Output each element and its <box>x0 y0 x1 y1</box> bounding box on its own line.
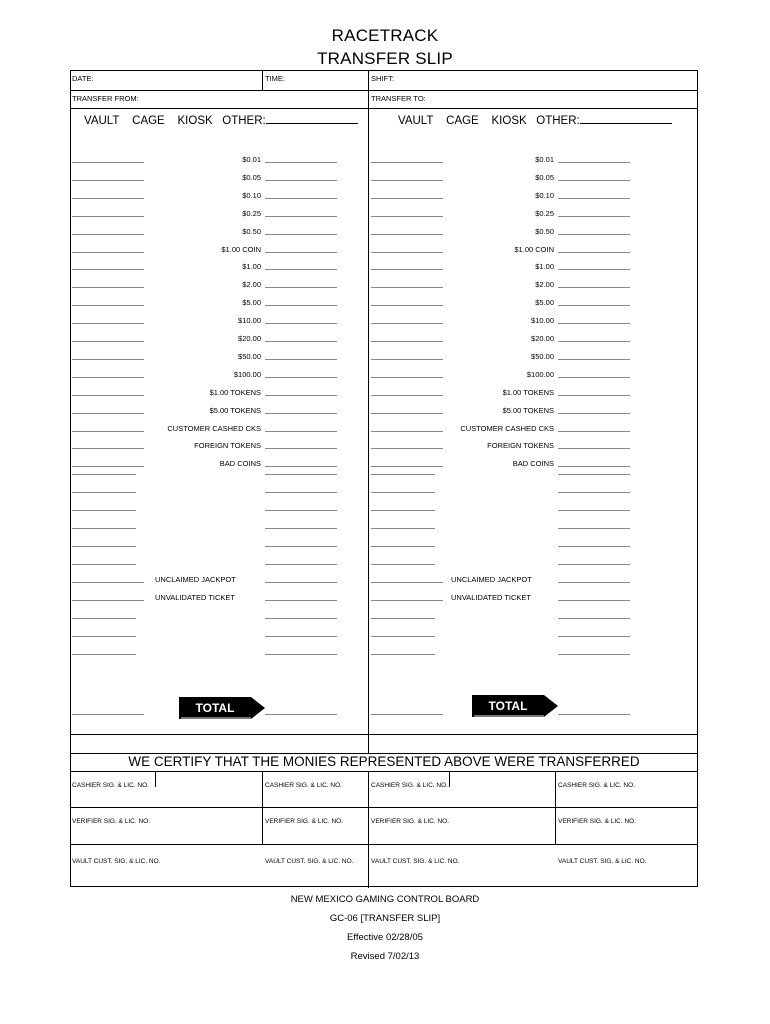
amount-blank[interactable] <box>558 341 630 342</box>
total-count-blank[interactable] <box>72 714 144 715</box>
count-blank[interactable] <box>371 359 443 360</box>
count-blank[interactable] <box>72 582 144 583</box>
amount-blank[interactable] <box>265 269 337 270</box>
count-blank[interactable] <box>72 323 144 324</box>
footer-revised: Revised 7/02/13 <box>350 951 420 962</box>
denomination-label: $5.00 <box>242 298 261 307</box>
denomination-label: $50.00 <box>238 352 261 361</box>
count-blank[interactable] <box>72 431 144 432</box>
count-blank[interactable] <box>72 654 136 655</box>
amount-blank[interactable] <box>265 413 337 414</box>
amount-blank[interactable] <box>558 305 630 306</box>
divider <box>70 844 698 845</box>
amount-blank[interactable] <box>265 636 337 637</box>
unclaimed-jackpot-label: UNCLAIMED JACKPOT <box>451 575 532 584</box>
denomination-label: $100.00 <box>233 370 261 379</box>
amount-blank[interactable] <box>265 564 337 565</box>
denomination-label: $5.00 <box>535 298 554 307</box>
count-blank[interactable] <box>72 180 144 181</box>
vault-cust-sig-field[interactable]: VAULT CUST. SIG. & LIC. NO. <box>72 858 161 865</box>
denomination-label: $20.00 <box>238 334 261 343</box>
amount-blank[interactable] <box>558 448 630 449</box>
amount-blank[interactable] <box>265 216 337 217</box>
count-blank[interactable] <box>371 600 443 601</box>
amount-blank[interactable] <box>558 269 630 270</box>
count-blank[interactable] <box>371 474 435 475</box>
count-blank[interactable] <box>371 636 435 637</box>
count-blank[interactable] <box>371 618 435 619</box>
count-blank[interactable] <box>72 341 144 342</box>
amount-blank[interactable] <box>265 492 337 493</box>
count-blank[interactable] <box>371 654 435 655</box>
shift-field[interactable]: SHIFT: <box>371 74 394 83</box>
denomination-label: $20.00 <box>531 334 554 343</box>
denomination-label: CUSTOMER CASHED CKS <box>460 424 554 433</box>
denomination-label: $0.25 <box>242 209 261 218</box>
count-blank[interactable] <box>72 510 136 511</box>
count-blank[interactable] <box>72 287 144 288</box>
denomination-label: $1.00 COIN <box>514 245 554 254</box>
count-blank[interactable] <box>371 413 443 414</box>
amount-blank[interactable] <box>265 234 337 235</box>
count-blank[interactable] <box>371 448 443 449</box>
amount-blank[interactable] <box>558 618 630 619</box>
amount-blank[interactable] <box>558 180 630 181</box>
count-blank[interactable] <box>72 216 144 217</box>
amount-blank[interactable] <box>558 528 630 529</box>
amount-blank[interactable] <box>558 377 630 378</box>
divider <box>262 771 263 844</box>
count-blank[interactable] <box>72 198 144 199</box>
count-blank[interactable] <box>72 564 136 565</box>
denomination-label: $10.00 <box>531 316 554 325</box>
count-blank[interactable] <box>72 269 144 270</box>
amount-blank[interactable] <box>265 448 337 449</box>
amount-blank[interactable] <box>265 546 337 547</box>
total-arrow-right <box>472 695 558 717</box>
denomination-label: FOREIGN TOKENS <box>194 441 261 450</box>
option-other[interactable]: OTHER: <box>536 115 580 127</box>
denomination-label: $1.00 <box>535 262 554 271</box>
denomination-label: $0.01 <box>535 155 554 164</box>
denomination-label: $2.00 <box>242 280 261 289</box>
count-blank[interactable] <box>371 528 435 529</box>
count-blank[interactable] <box>72 413 144 414</box>
denomination-label: $0.10 <box>535 191 554 200</box>
denomination-label: $0.25 <box>535 209 554 218</box>
count-blank[interactable] <box>72 474 136 475</box>
amount-blank[interactable] <box>558 474 630 475</box>
cashier-sig-field[interactable]: CASHIER SIG. & LIC. NO. <box>72 782 149 789</box>
amount-blank[interactable] <box>558 216 630 217</box>
option-cage[interactable]: CAGE <box>446 115 479 127</box>
denomination-label: $1.00 TOKENS <box>502 388 554 397</box>
other-blank[interactable] <box>266 114 358 124</box>
denomination-label: $5.00 TOKENS <box>209 406 261 415</box>
amount-blank[interactable] <box>558 654 630 655</box>
amount-blank[interactable] <box>265 510 337 511</box>
count-blank[interactable] <box>72 395 144 396</box>
denomination-label: $1.00 <box>242 262 261 271</box>
total-underline <box>371 734 621 735</box>
count-blank[interactable] <box>72 448 144 449</box>
verifier-sig-field[interactable]: VERIFIER SIG. & LIC. NO. <box>558 818 637 825</box>
total-amount-blank[interactable] <box>558 714 630 715</box>
amount-blank[interactable] <box>558 413 630 414</box>
unvalidated-ticket-label: UNVALIDATED TICKET <box>451 593 532 602</box>
divider <box>155 771 156 787</box>
count-blank[interactable] <box>371 510 435 511</box>
cashier-sig-field[interactable]: CASHIER SIG. & LIC. NO. <box>558 782 635 789</box>
amount-blank[interactable] <box>265 252 337 253</box>
count-blank[interactable] <box>72 528 136 529</box>
vault-cust-sig-field[interactable]: VAULT CUST. SIG. & LIC. NO. <box>558 858 647 865</box>
amount-blank[interactable] <box>558 252 630 253</box>
amount-blank[interactable] <box>265 198 337 199</box>
other-blank[interactable] <box>580 114 672 124</box>
verifier-sig-field[interactable]: VERIFIER SIG. & LIC. NO. <box>72 818 151 825</box>
form-title: RACETRACK <box>331 26 439 45</box>
count-blank[interactable] <box>371 198 443 199</box>
denomination-label: FOREIGN TOKENS <box>487 441 554 450</box>
amount-blank[interactable] <box>265 162 337 163</box>
vault-cust-sig-field[interactable]: VAULT CUST. SIG. & LIC. NO. <box>371 858 460 865</box>
divider <box>368 70 369 754</box>
amount-blank[interactable] <box>558 636 630 637</box>
amount-blank[interactable] <box>558 287 630 288</box>
amount-blank[interactable] <box>558 359 630 360</box>
amount-blank[interactable] <box>558 323 630 324</box>
total-label: TOTAL <box>195 701 235 715</box>
amount-blank[interactable] <box>265 395 337 396</box>
amount-blank[interactable] <box>558 431 630 432</box>
total-count-blank[interactable] <box>371 714 443 715</box>
cashier-sig-field[interactable]: CASHIER SIG. & LIC. NO. <box>265 782 342 789</box>
amount-blank[interactable] <box>265 582 337 583</box>
denomination-label: CUSTOMER CASHED CKS <box>167 424 261 433</box>
count-blank[interactable] <box>371 466 443 467</box>
amount-blank[interactable] <box>558 162 630 163</box>
count-blank[interactable] <box>371 582 443 583</box>
count-blank[interactable] <box>371 305 443 306</box>
denomination-label: $1.00 COIN <box>221 245 261 254</box>
count-blank[interactable] <box>371 431 443 432</box>
count-blank[interactable] <box>371 162 443 163</box>
amount-blank[interactable] <box>265 377 337 378</box>
divider <box>70 90 698 91</box>
divider <box>449 771 450 787</box>
count-blank[interactable] <box>72 466 144 467</box>
denomination-label: $100.00 <box>526 370 554 379</box>
amount-blank[interactable] <box>558 564 630 565</box>
count-blank[interactable] <box>371 564 435 565</box>
amount-blank[interactable] <box>265 600 337 601</box>
count-blank[interactable] <box>371 395 443 396</box>
denomination-label: $0.50 <box>242 227 261 236</box>
amount-blank[interactable] <box>558 395 630 396</box>
count-blank[interactable] <box>72 359 144 360</box>
footer-agency: NEW MEXICO GAMING CONTROL BOARD <box>290 894 480 905</box>
denomination-label: $1.00 TOKENS <box>209 388 261 397</box>
denomination-label: $0.01 <box>242 155 261 164</box>
option-vault[interactable]: VAULT <box>398 115 434 127</box>
denomination-label: $0.10 <box>242 191 261 200</box>
transfer-to-field[interactable]: TRANSFER TO: <box>371 94 426 103</box>
total-label: TOTAL <box>488 699 528 713</box>
divider <box>70 108 698 109</box>
amount-blank[interactable] <box>265 287 337 288</box>
vault-cust-sig-field[interactable]: VAULT CUST. SIG. & LIC. NO. <box>265 858 354 865</box>
total-arrow-left <box>179 697 265 719</box>
amount-blank[interactable] <box>265 180 337 181</box>
denomination-label: $0.50 <box>535 227 554 236</box>
count-blank[interactable] <box>371 492 435 493</box>
denomination-label: $50.00 <box>531 352 554 361</box>
count-blank[interactable] <box>371 252 443 253</box>
count-blank[interactable] <box>72 600 144 601</box>
amount-blank[interactable] <box>558 510 630 511</box>
unclaimed-jackpot-label: UNCLAIMED JACKPOT <box>155 575 236 584</box>
amount-blank[interactable] <box>558 600 630 601</box>
certify-statement: WE CERTIFY THAT THE MONIES REPRESENTED ABOVE WERE TRANSFERRED <box>128 754 640 769</box>
amount-blank[interactable] <box>558 582 630 583</box>
transfer-from-field[interactable]: TRANSFER FROM: <box>72 94 139 103</box>
count-blank[interactable] <box>72 162 144 163</box>
amount-blank[interactable] <box>265 654 337 655</box>
count-blank[interactable] <box>72 492 136 493</box>
amount-blank[interactable] <box>265 323 337 324</box>
count-blank[interactable] <box>371 216 443 217</box>
count-blank[interactable] <box>371 234 443 235</box>
amount-blank[interactable] <box>265 528 337 529</box>
footer-effective: Effective 02/28/05 <box>347 932 423 943</box>
count-blank[interactable] <box>72 618 136 619</box>
denomination-label: $5.00 TOKENS <box>502 406 554 415</box>
verifier-sig-field[interactable]: VERIFIER SIG. & LIC. NO. <box>371 818 450 825</box>
verifier-sig-field[interactable]: VERIFIER SIG. & LIC. NO. <box>265 818 344 825</box>
amount-blank[interactable] <box>558 466 630 467</box>
denomination-label: $2.00 <box>535 280 554 289</box>
amount-blank[interactable] <box>265 466 337 467</box>
amount-blank[interactable] <box>265 474 337 475</box>
count-blank[interactable] <box>371 341 443 342</box>
amount-blank[interactable] <box>558 546 630 547</box>
count-blank[interactable] <box>72 305 144 306</box>
time-field[interactable]: TIME: <box>265 74 285 83</box>
cashier-sig-field[interactable]: CASHIER SIG. & LIC. NO. <box>371 782 448 789</box>
option-cage[interactable]: CAGE <box>132 115 165 127</box>
count-blank[interactable] <box>371 287 443 288</box>
divider <box>555 771 556 844</box>
form-subtitle: TRANSFER SLIP <box>317 49 453 68</box>
option-kiosk[interactable]: KIOSK <box>491 115 527 127</box>
amount-blank[interactable] <box>558 234 630 235</box>
location-options-from <box>84 114 358 127</box>
count-blank[interactable] <box>72 234 144 235</box>
divider <box>70 771 698 772</box>
denomination-label: $0.05 <box>242 173 261 182</box>
option-vault[interactable]: VAULT <box>84 115 120 127</box>
amount-blank[interactable] <box>558 492 630 493</box>
denomination-label: BAD COINS <box>219 459 261 468</box>
option-kiosk[interactable]: KIOSK <box>177 115 213 127</box>
count-blank[interactable] <box>72 252 144 253</box>
total-amount-blank[interactable] <box>265 714 337 715</box>
count-blank[interactable] <box>72 377 144 378</box>
denomination-label: BAD COINS <box>512 459 554 468</box>
count-blank[interactable] <box>72 636 136 637</box>
count-blank[interactable] <box>371 180 443 181</box>
amount-blank[interactable] <box>265 305 337 306</box>
date-field[interactable]: DATE: <box>72 74 94 83</box>
location-options-to <box>398 114 672 127</box>
amount-blank[interactable] <box>265 618 337 619</box>
denomination-label: $10.00 <box>238 316 261 325</box>
divider <box>70 807 698 808</box>
amount-blank[interactable] <box>265 341 337 342</box>
footer-form-id: GC-06 [TRANSFER SLIP] <box>329 913 441 924</box>
count-blank[interactable] <box>72 546 136 547</box>
count-blank[interactable] <box>371 377 443 378</box>
unvalidated-ticket-label: UNVALIDATED TICKET <box>155 593 236 602</box>
amount-blank[interactable] <box>558 198 630 199</box>
count-blank[interactable] <box>371 269 443 270</box>
count-blank[interactable] <box>371 323 443 324</box>
amount-blank[interactable] <box>265 359 337 360</box>
denomination-label: $0.05 <box>535 173 554 182</box>
option-other[interactable]: OTHER: <box>222 115 266 127</box>
count-blank[interactable] <box>371 546 435 547</box>
divider <box>368 771 369 888</box>
amount-blank[interactable] <box>265 431 337 432</box>
divider <box>262 70 263 91</box>
